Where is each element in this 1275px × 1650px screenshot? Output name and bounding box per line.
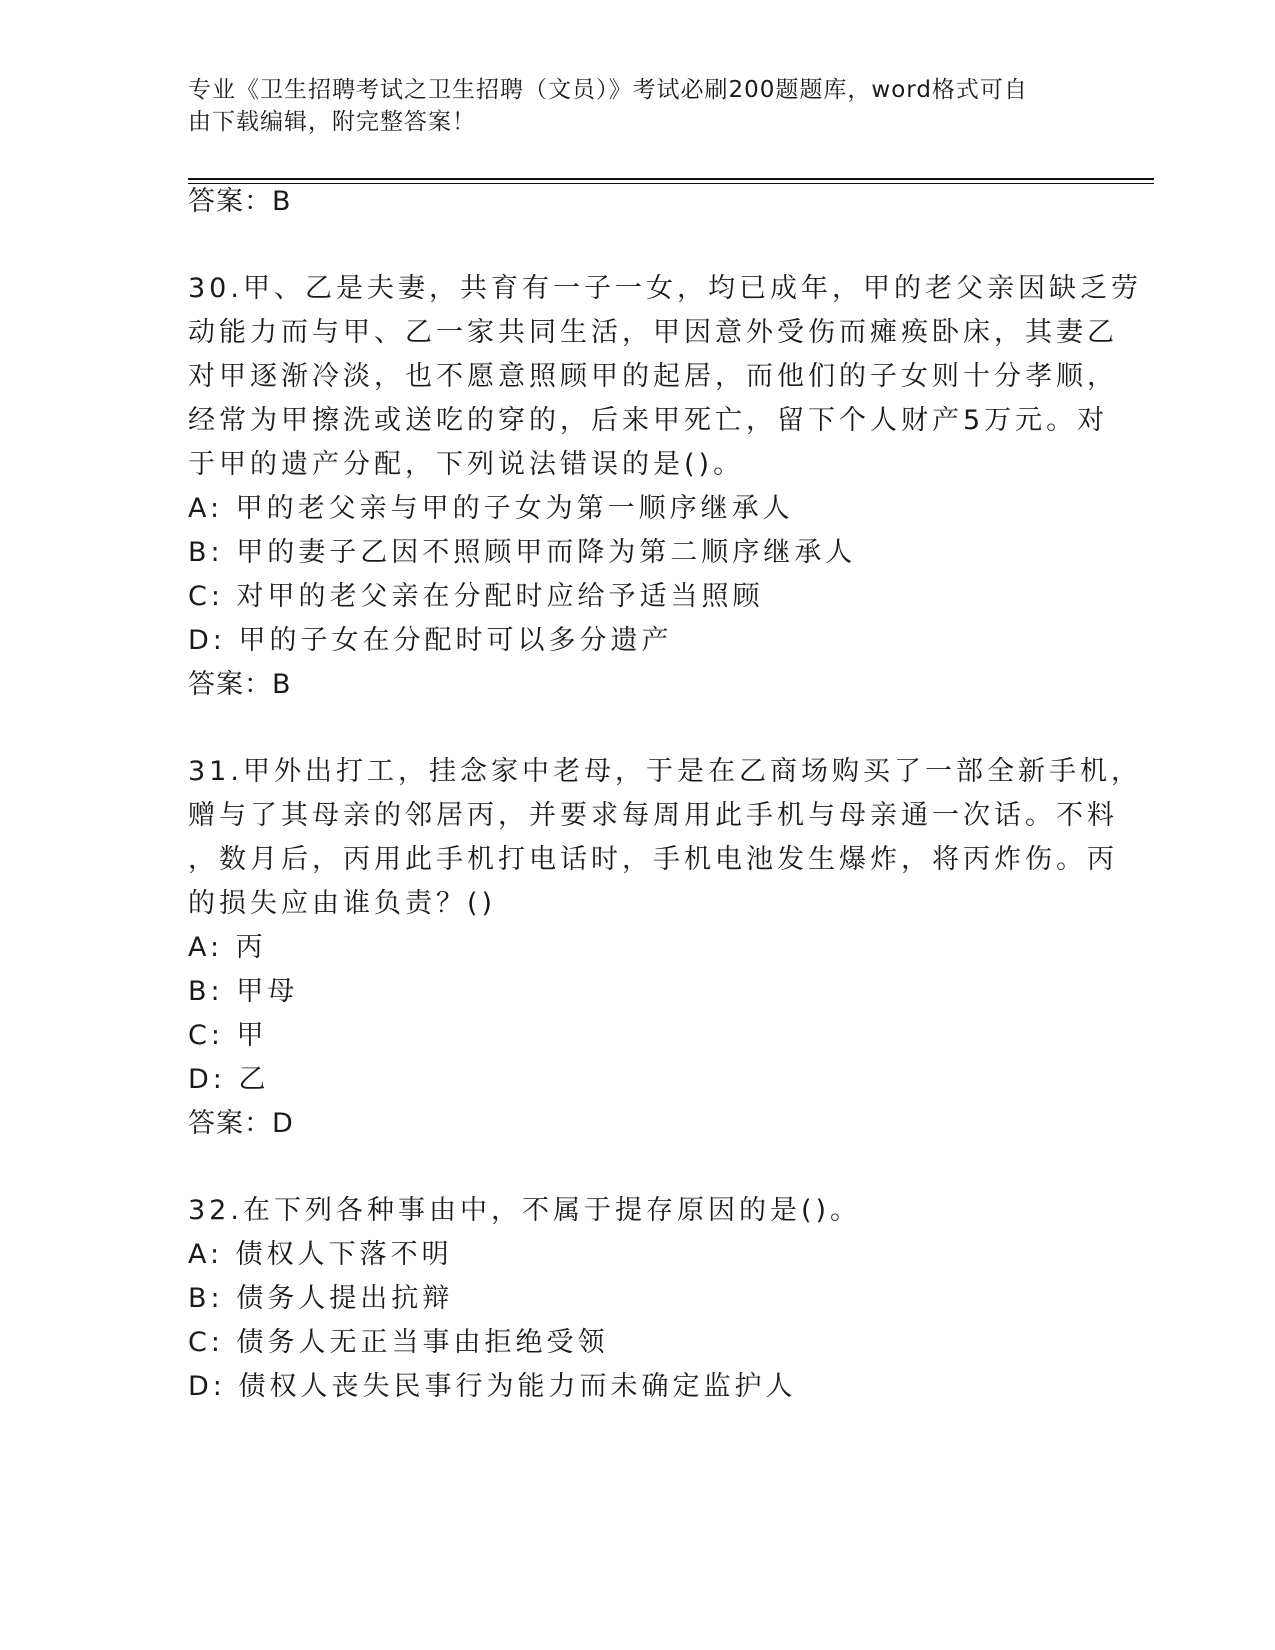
question-30-answer: 答案：B [188,669,292,700]
question-32-stem-line-1: 32.在下列各种事由中，不属于提存原因的是()。 [188,1195,862,1226]
header-line-2: 由下载编辑，附完整答案！ [188,109,476,135]
question-31-stem-line-4: 的损失应由谁负责？() [188,888,497,919]
question-32-option-b: B: 债务人提出抗辩 [188,1283,454,1314]
question-31-option-d: D: 乙 [188,1064,270,1095]
question-30-option-b: B: 甲的妻子乙因不照顾甲而降为第二顺序继承人 [188,537,857,568]
question-32-option-c: C: 债务人无正当事由拒绝受领 [188,1327,609,1358]
question-31-option-b: B: 甲母 [188,976,299,1007]
question-30-option-a: A: 甲的老父亲与甲的子女为第一顺序继承人 [188,493,794,524]
question-31-stem-line-3: ，数月后，丙用此手机打电话时，手机电池发生爆炸，将丙炸伤。丙 [188,844,1118,875]
answer-previous: 答案：B [188,186,292,217]
question-31-stem-line-1: 31.甲外出打工，挂念家中老母，于是在乙商场购买了一部全新手机， [188,756,1142,787]
question-30-stem-line-2: 动能力而与甲、乙一家共同生活，甲因意外受伤而瘫痪卧床，其妻乙 [188,317,1118,348]
question-31-answer: 答案：D [188,1108,294,1139]
question-31-stem-line-2: 赠与了其母亲的邻居丙，并要求每周用此手机与母亲通一次话。不料 [188,800,1118,831]
question-30-option-d: D: 甲的子女在分配时可以多分遗产 [188,625,673,656]
header-divider-thick [188,178,1154,180]
question-32-option-a: A: 债权人下落不明 [188,1239,453,1270]
question-30-stem-line-5: 于甲的遗产分配，下列说法错误的是()。 [188,449,745,480]
question-30-stem-line-3: 对甲逐渐冷淡，也不愿意照顾甲的起居，而他们的子女则十分孝顺， [188,361,1118,392]
question-30-stem-line-1: 30.甲、乙是夫妻，共育有一子一女，均已成年，甲的老父亲因缺乏劳 [188,273,1142,304]
question-32-option-d: D: 债权人丧失民事行为能力而未确定监护人 [188,1371,797,1402]
header-line-1: 专业《卫生招聘考试之卫生招聘（文员）》考试必刷200题题库，word格式可自 [188,77,1028,103]
question-31-option-a: A: 丙 [188,932,267,963]
question-30-stem-line-4: 经常为甲擦洗或送吃的穿的，后来甲死亡，留下个人财产5万元。对 [188,405,1109,436]
document-header [188,74,1088,138]
question-31-option-c: C: 甲 [188,1020,268,1051]
question-30-option-c: C: 对甲的老父亲在分配时应给予适当照顾 [188,581,764,612]
header-divider-thin [188,183,1154,184]
